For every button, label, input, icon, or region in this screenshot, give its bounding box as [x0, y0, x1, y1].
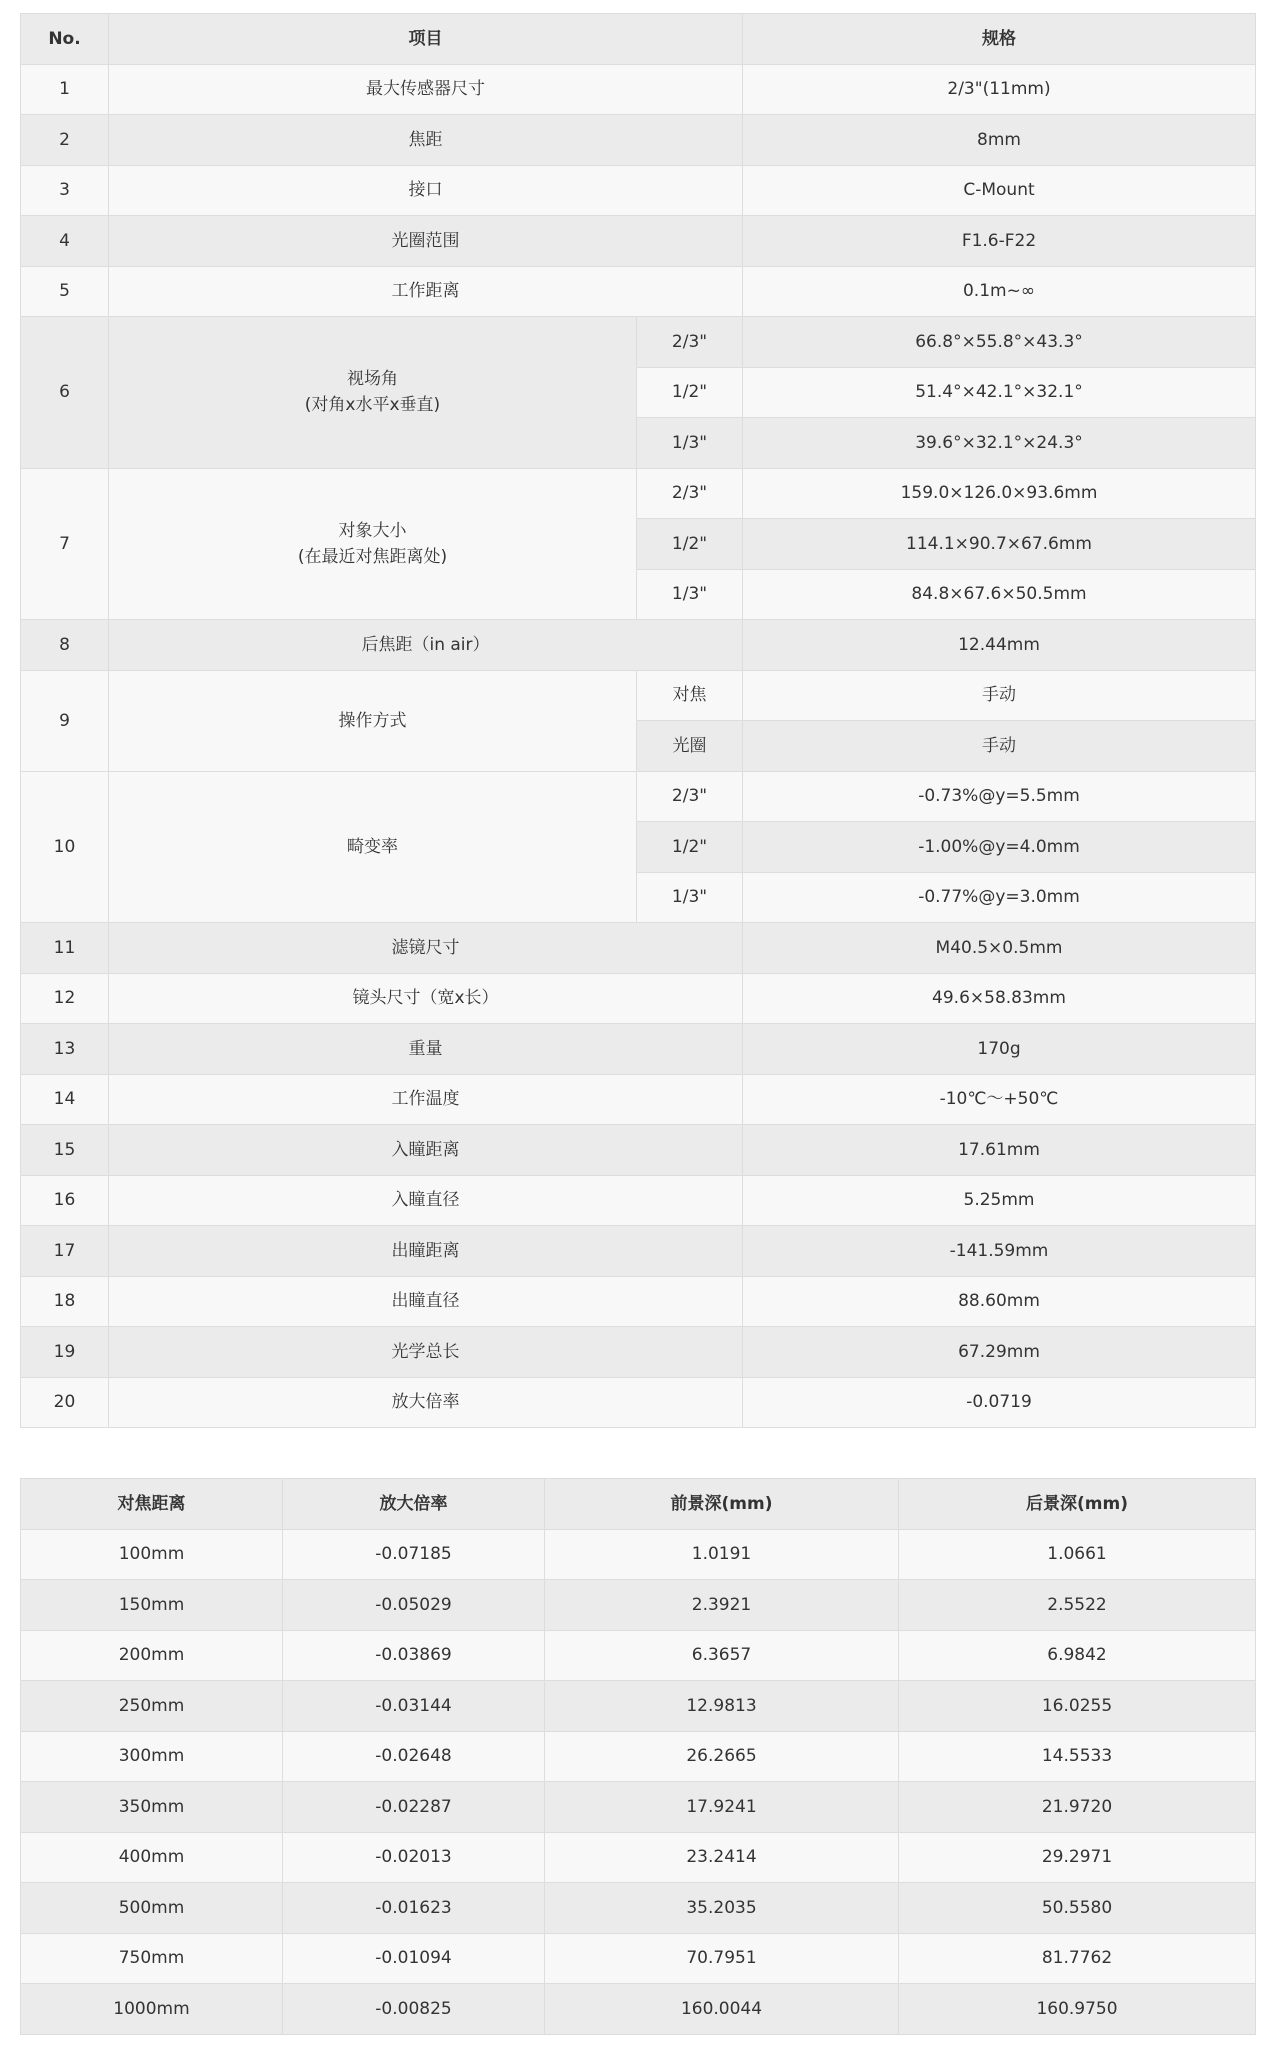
- header-front-dof: 前景深(mm): [545, 1479, 899, 1530]
- cell-rear-dof: 6.9842: [899, 1630, 1256, 1681]
- cell-front-dof: 26.2665: [545, 1731, 899, 1782]
- row-no: 3: [21, 165, 109, 216]
- row-no: 8: [21, 620, 109, 671]
- table-header-row: [21, 14, 1256, 65]
- table-row: [21, 468, 1256, 519]
- row-item: [109, 317, 637, 469]
- row-no: 11: [21, 923, 109, 974]
- table-row: [21, 317, 1256, 368]
- row-value: 0.1m~∞: [743, 266, 1256, 317]
- row-no: 2: [21, 115, 109, 166]
- table-header-row: [21, 1479, 1256, 1530]
- cell-rear-dof: 2.5522: [899, 1580, 1256, 1631]
- spec-table: [20, 13, 1256, 1428]
- row-sub-label: 光圈: [637, 721, 743, 772]
- table-row: [21, 670, 1256, 721]
- cell-magnification: -0.02287: [283, 1782, 545, 1833]
- row-sub-label: 1/3": [637, 418, 743, 469]
- row-item: 工作距离: [109, 266, 743, 317]
- row-value: 5.25mm: [743, 1175, 1256, 1226]
- header-spec: 规格: [743, 14, 1256, 65]
- row-item: 重量: [109, 1024, 743, 1075]
- row-sub-label: 1/2": [637, 519, 743, 570]
- table-row: [21, 973, 1256, 1024]
- row-sub-label: 2/3": [637, 771, 743, 822]
- row-no: 6: [21, 317, 109, 469]
- row-value: 159.0×126.0×93.6mm: [743, 468, 1256, 519]
- cell-rear-dof: 1.0661: [899, 1529, 1256, 1580]
- header-focus-distance: 对焦距离: [21, 1479, 283, 1530]
- row-item: 工作温度: [109, 1074, 743, 1125]
- row-sub-label: 1/2": [637, 822, 743, 873]
- row-value: F1.6-F22: [743, 216, 1256, 267]
- table-row: [21, 1883, 1256, 1934]
- table-row: [21, 1529, 1256, 1580]
- cell-focus-distance: 200mm: [21, 1630, 283, 1681]
- cell-focus-distance: 250mm: [21, 1681, 283, 1732]
- row-value: 114.1×90.7×67.6mm: [743, 519, 1256, 570]
- row-value: 88.60mm: [743, 1276, 1256, 1327]
- cell-front-dof: 70.7951: [545, 1933, 899, 1984]
- cell-magnification: -0.07185: [283, 1529, 545, 1580]
- table-row: [21, 771, 1256, 822]
- table-row: [21, 1377, 1256, 1428]
- cell-focus-distance: 100mm: [21, 1529, 283, 1580]
- table-row: [21, 1074, 1256, 1125]
- row-value: 39.6°×32.1°×24.3°: [743, 418, 1256, 469]
- table-row: [21, 1276, 1256, 1327]
- row-item: 后焦距（in air）: [109, 620, 743, 671]
- header-rear-dof: 后景深(mm): [899, 1479, 1256, 1530]
- row-item-line: (对角x水平x垂直): [304, 395, 441, 416]
- row-item-line: 对象大小: [338, 520, 407, 541]
- cell-rear-dof: 14.5533: [899, 1731, 1256, 1782]
- row-item: 入瞳距离: [109, 1125, 743, 1176]
- row-item: 焦距: [109, 115, 743, 166]
- row-value: 手动: [743, 670, 1256, 721]
- cell-magnification: -0.05029: [283, 1580, 545, 1631]
- row-value: C-Mount: [743, 165, 1256, 216]
- row-value: 170g: [743, 1024, 1256, 1075]
- row-no: 16: [21, 1175, 109, 1226]
- row-no: 19: [21, 1327, 109, 1378]
- table-row: [21, 1226, 1256, 1277]
- cell-rear-dof: 29.2971: [899, 1832, 1256, 1883]
- row-no: 12: [21, 973, 109, 1024]
- cell-magnification: -0.01094: [283, 1933, 545, 1984]
- row-no: 17: [21, 1226, 109, 1277]
- cell-focus-distance: 1000mm: [21, 1984, 283, 2035]
- row-item-line: (在最近对焦距离处): [297, 546, 448, 567]
- row-item: 放大倍率: [109, 1377, 743, 1428]
- depth-of-field-table: [20, 1478, 1256, 2035]
- cell-front-dof: 17.9241: [545, 1782, 899, 1833]
- table-row: [21, 64, 1256, 115]
- row-item: 畸变率: [109, 771, 637, 923]
- row-item: 入瞳直径: [109, 1175, 743, 1226]
- row-item: 滤镜尺寸: [109, 923, 743, 974]
- row-sub-label: 1/3": [637, 872, 743, 923]
- cell-rear-dof: 160.9750: [899, 1984, 1256, 2035]
- row-value: -10℃～+50℃: [743, 1074, 1256, 1125]
- row-no: 1: [21, 64, 109, 115]
- row-item: 光学总长: [109, 1327, 743, 1378]
- table-row: [21, 216, 1256, 267]
- table-row: [21, 1630, 1256, 1681]
- cell-magnification: -0.02648: [283, 1731, 545, 1782]
- table-row: [21, 1681, 1256, 1732]
- row-value: 66.8°×55.8°×43.3°: [743, 317, 1256, 368]
- table-row: [21, 1933, 1256, 1984]
- row-no: 9: [21, 670, 109, 771]
- table-row: [21, 1731, 1256, 1782]
- cell-magnification: -0.02013: [283, 1832, 545, 1883]
- row-value: 12.44mm: [743, 620, 1256, 671]
- row-value: -0.0719: [743, 1377, 1256, 1428]
- cell-magnification: -0.01623: [283, 1883, 545, 1934]
- cell-focus-distance: 150mm: [21, 1580, 283, 1631]
- row-value: 2/3"(11mm): [743, 64, 1256, 115]
- cell-magnification: -0.00825: [283, 1984, 545, 2035]
- cell-focus-distance: 750mm: [21, 1933, 283, 1984]
- row-item: [109, 468, 637, 620]
- table-row: [21, 1832, 1256, 1883]
- header-item: 项目: [109, 14, 743, 65]
- row-sub-label: 2/3": [637, 468, 743, 519]
- row-item-line: 视场角: [347, 369, 398, 390]
- row-item: 镜头尺寸（宽x长）: [109, 973, 743, 1024]
- table-row: [21, 1782, 1256, 1833]
- row-no: 20: [21, 1377, 109, 1428]
- row-sub-label: 1/2": [637, 367, 743, 418]
- cell-focus-distance: 300mm: [21, 1731, 283, 1782]
- row-no: 10: [21, 771, 109, 923]
- table-row: [21, 1024, 1256, 1075]
- row-value: 17.61mm: [743, 1125, 1256, 1176]
- row-no: 4: [21, 216, 109, 267]
- cell-front-dof: 12.9813: [545, 1681, 899, 1732]
- row-sub-label: 对焦: [637, 670, 743, 721]
- cell-front-dof: 35.2035: [545, 1883, 899, 1934]
- cell-focus-distance: 400mm: [21, 1832, 283, 1883]
- row-item: 接口: [109, 165, 743, 216]
- row-sub-label: 2/3": [637, 317, 743, 368]
- table-row: [21, 165, 1256, 216]
- cell-front-dof: 1.0191: [545, 1529, 899, 1580]
- header-magnification: 放大倍率: [283, 1479, 545, 1530]
- row-value: 67.29mm: [743, 1327, 1256, 1378]
- table-row: [21, 620, 1256, 671]
- cell-magnification: -0.03144: [283, 1681, 545, 1732]
- row-no: 7: [21, 468, 109, 620]
- row-value: -0.77%@y=3.0mm: [743, 872, 1256, 923]
- cell-focus-distance: 500mm: [21, 1883, 283, 1934]
- row-item: 最大传感器尺寸: [109, 64, 743, 115]
- row-item: 操作方式: [109, 670, 637, 771]
- table-row: [21, 1327, 1256, 1378]
- cell-front-dof: 2.3921: [545, 1580, 899, 1631]
- table-row: [21, 1175, 1256, 1226]
- row-value: 8mm: [743, 115, 1256, 166]
- row-no: 5: [21, 266, 109, 317]
- cell-rear-dof: 81.7762: [899, 1933, 1256, 1984]
- row-value: 手动: [743, 721, 1256, 772]
- cell-focus-distance: 350mm: [21, 1782, 283, 1833]
- table-row: [21, 115, 1256, 166]
- row-no: 14: [21, 1074, 109, 1125]
- row-value: M40.5×0.5mm: [743, 923, 1256, 974]
- row-item: 出瞳直径: [109, 1276, 743, 1327]
- row-value: 51.4°×42.1°×32.1°: [743, 367, 1256, 418]
- table-row: [21, 923, 1256, 974]
- cell-rear-dof: 50.5580: [899, 1883, 1256, 1934]
- table-row: [21, 1580, 1256, 1631]
- row-value: -1.00%@y=4.0mm: [743, 822, 1256, 873]
- cell-rear-dof: 21.9720: [899, 1782, 1256, 1833]
- row-item: 光圈范围: [109, 216, 743, 267]
- table-row: [21, 266, 1256, 317]
- cell-front-dof: 160.0044: [545, 1984, 899, 2035]
- row-item: 出瞳距离: [109, 1226, 743, 1277]
- row-value: -141.59mm: [743, 1226, 1256, 1277]
- cell-front-dof: 6.3657: [545, 1630, 899, 1681]
- row-value: 84.8×67.6×50.5mm: [743, 569, 1256, 620]
- row-value: -0.73%@y=5.5mm: [743, 771, 1256, 822]
- table-row: [21, 1125, 1256, 1176]
- cell-front-dof: 23.2414: [545, 1832, 899, 1883]
- row-no: 13: [21, 1024, 109, 1075]
- cell-rear-dof: 16.0255: [899, 1681, 1256, 1732]
- header-no: No.: [21, 14, 109, 65]
- row-value: 49.6×58.83mm: [743, 973, 1256, 1024]
- row-no: 18: [21, 1276, 109, 1327]
- cell-magnification: -0.03869: [283, 1630, 545, 1681]
- table-row: [21, 1984, 1256, 2035]
- row-sub-label: 1/3": [637, 569, 743, 620]
- row-no: 15: [21, 1125, 109, 1176]
